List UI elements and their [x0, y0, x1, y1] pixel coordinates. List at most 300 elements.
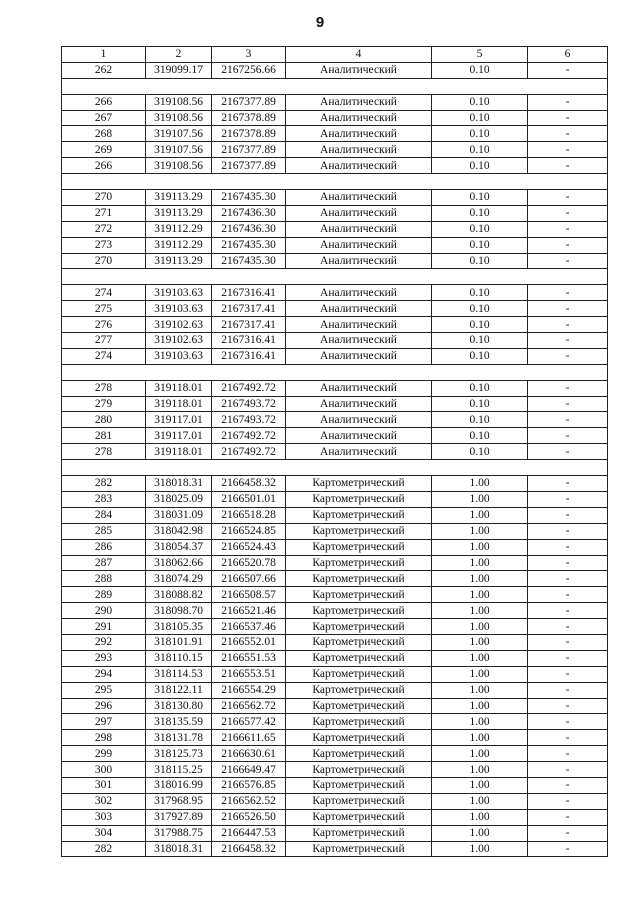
coordinate-y-cell: 2167493.72	[212, 412, 286, 428]
note-cell: -	[528, 205, 608, 221]
accuracy-cell: 0.10	[432, 190, 528, 206]
point-number-cell: 303	[62, 809, 146, 825]
spacer-cell	[62, 78, 608, 94]
spacer-cell	[62, 364, 608, 380]
coordinate-x-cell: 318115.25	[146, 762, 212, 778]
point-number-cell: 292	[62, 634, 146, 650]
accuracy-cell: 1.00	[432, 841, 528, 857]
table-row	[62, 825, 608, 841]
spacer-cell	[62, 460, 608, 476]
note-cell: -	[528, 714, 608, 730]
coordinate-y-cell: 2166562.52	[212, 793, 286, 809]
accuracy-cell: 1.00	[432, 587, 528, 603]
coordinate-x-cell: 319108.56	[146, 158, 212, 174]
accuracy-cell: 0.10	[432, 380, 528, 396]
accuracy-cell: 0.10	[432, 205, 528, 221]
method-cell: Картометрический	[286, 523, 432, 539]
coordinate-x-cell: 317927.89	[146, 809, 212, 825]
accuracy-cell: 0.10	[432, 301, 528, 317]
header-cell-1: 1	[62, 47, 146, 63]
method-cell: Аналитический	[286, 126, 432, 142]
coordinate-y-cell: 2166518.28	[212, 507, 286, 523]
method-cell: Аналитический	[286, 190, 432, 206]
table-row	[62, 523, 608, 539]
note-cell: -	[528, 221, 608, 237]
coordinate-x-cell: 319113.29	[146, 253, 212, 269]
table-row	[62, 444, 608, 460]
note-cell: -	[528, 333, 608, 349]
coordinate-x-cell: 318135.59	[146, 714, 212, 730]
coordinate-y-cell: 2166524.85	[212, 523, 286, 539]
accuracy-cell: 1.00	[432, 507, 528, 523]
coordinate-y-cell: 2167492.72	[212, 444, 286, 460]
point-number-cell: 289	[62, 587, 146, 603]
accuracy-cell: 1.00	[432, 523, 528, 539]
table-row	[62, 126, 608, 142]
accuracy-cell: 0.10	[432, 110, 528, 126]
point-number-cell: 304	[62, 825, 146, 841]
point-number-cell: 282	[62, 476, 146, 492]
table-spacer-row	[62, 174, 608, 190]
note-cell: -	[528, 476, 608, 492]
accuracy-cell: 1.00	[432, 491, 528, 507]
table-row	[62, 491, 608, 507]
coordinate-x-cell: 318088.82	[146, 587, 212, 603]
point-number-cell: 274	[62, 348, 146, 364]
coordinates-table	[61, 46, 608, 857]
table-row	[62, 110, 608, 126]
coordinate-x-cell: 319112.29	[146, 221, 212, 237]
accuracy-cell: 0.10	[432, 62, 528, 78]
coordinate-y-cell: 2166562.72	[212, 698, 286, 714]
method-cell: Картометрический	[286, 571, 432, 587]
method-cell: Картометрический	[286, 507, 432, 523]
accuracy-cell: 1.00	[432, 682, 528, 698]
note-cell: -	[528, 603, 608, 619]
coordinate-x-cell: 317968.95	[146, 793, 212, 809]
coordinate-y-cell: 2167316.41	[212, 285, 286, 301]
note-cell: -	[528, 190, 608, 206]
coordinate-x-cell: 318054.37	[146, 539, 212, 555]
coordinate-x-cell: 319107.56	[146, 126, 212, 142]
method-cell: Картометрический	[286, 539, 432, 555]
note-cell: -	[528, 650, 608, 666]
table-row	[62, 793, 608, 809]
method-cell: Картометрический	[286, 650, 432, 666]
table-row	[62, 746, 608, 762]
method-cell: Картометрический	[286, 714, 432, 730]
point-number-cell: 301	[62, 777, 146, 793]
note-cell: -	[528, 634, 608, 650]
coordinate-y-cell: 2166551.53	[212, 650, 286, 666]
accuracy-cell: 0.10	[432, 253, 528, 269]
point-number-cell: 275	[62, 301, 146, 317]
point-number-cell: 302	[62, 793, 146, 809]
coordinate-x-cell: 319113.29	[146, 205, 212, 221]
point-number-cell: 278	[62, 380, 146, 396]
coordinate-x-cell: 319107.56	[146, 142, 212, 158]
method-cell: Аналитический	[286, 348, 432, 364]
accuracy-cell: 0.10	[432, 317, 528, 333]
point-number-cell: 295	[62, 682, 146, 698]
coordinate-y-cell: 2166553.51	[212, 666, 286, 682]
coordinate-x-cell: 319108.56	[146, 94, 212, 110]
accuracy-cell: 1.00	[432, 746, 528, 762]
coordinate-y-cell: 2167436.30	[212, 205, 286, 221]
accuracy-cell: 1.00	[432, 603, 528, 619]
note-cell: -	[528, 253, 608, 269]
method-cell: Аналитический	[286, 94, 432, 110]
table-row	[62, 62, 608, 78]
accuracy-cell: 1.00	[432, 809, 528, 825]
method-cell: Картометрический	[286, 491, 432, 507]
point-number-cell: 270	[62, 253, 146, 269]
table-row	[62, 221, 608, 237]
note-cell: -	[528, 571, 608, 587]
method-cell: Картометрический	[286, 809, 432, 825]
coordinate-x-cell: 318101.91	[146, 634, 212, 650]
note-cell: -	[528, 730, 608, 746]
method-cell: Аналитический	[286, 333, 432, 349]
coordinate-y-cell: 2167435.30	[212, 190, 286, 206]
point-number-cell: 276	[62, 317, 146, 333]
coordinate-x-cell: 318131.78	[146, 730, 212, 746]
method-cell: Картометрический	[286, 666, 432, 682]
accuracy-cell: 0.10	[432, 396, 528, 412]
table-row	[62, 428, 608, 444]
note-cell: -	[528, 809, 608, 825]
coordinate-y-cell: 2166611.65	[212, 730, 286, 746]
table-row	[62, 762, 608, 778]
accuracy-cell: 0.10	[432, 142, 528, 158]
header-cell-3: 3	[212, 47, 286, 63]
accuracy-cell: 0.10	[432, 333, 528, 349]
method-cell: Картометрический	[286, 698, 432, 714]
method-cell: Картометрический	[286, 762, 432, 778]
table-row	[62, 698, 608, 714]
coordinate-x-cell: 318110.15	[146, 650, 212, 666]
coordinate-y-cell: 2167377.89	[212, 158, 286, 174]
method-cell: Аналитический	[286, 301, 432, 317]
note-cell: -	[528, 444, 608, 460]
coordinate-y-cell: 2167492.72	[212, 428, 286, 444]
coordinate-y-cell: 2167316.41	[212, 333, 286, 349]
point-number-cell: 266	[62, 158, 146, 174]
coordinate-x-cell: 318130.80	[146, 698, 212, 714]
coordinate-x-cell: 318114.53	[146, 666, 212, 682]
point-number-cell: 298	[62, 730, 146, 746]
accuracy-cell: 1.00	[432, 793, 528, 809]
table-row	[62, 396, 608, 412]
table-spacer-row	[62, 269, 608, 285]
accuracy-cell: 1.00	[432, 539, 528, 555]
coordinate-y-cell: 2167316.41	[212, 348, 286, 364]
point-number-cell: 291	[62, 619, 146, 635]
method-cell: Картометрический	[286, 793, 432, 809]
method-cell: Картометрический	[286, 603, 432, 619]
note-cell: -	[528, 555, 608, 571]
table-row	[62, 714, 608, 730]
method-cell: Аналитический	[286, 237, 432, 253]
method-cell: Аналитический	[286, 158, 432, 174]
method-cell: Картометрический	[286, 476, 432, 492]
coordinate-y-cell: 2167435.30	[212, 237, 286, 253]
point-number-cell: 283	[62, 491, 146, 507]
point-number-cell: 268	[62, 126, 146, 142]
note-cell: -	[528, 126, 608, 142]
accuracy-cell: 1.00	[432, 476, 528, 492]
coordinate-x-cell: 318105.35	[146, 619, 212, 635]
method-cell: Аналитический	[286, 396, 432, 412]
note-cell: -	[528, 301, 608, 317]
table-row	[62, 412, 608, 428]
note-cell: -	[528, 777, 608, 793]
table-row	[62, 333, 608, 349]
table-row	[62, 237, 608, 253]
table-row	[62, 317, 608, 333]
coordinate-x-cell: 319118.01	[146, 396, 212, 412]
coordinate-y-cell: 2166649.47	[212, 762, 286, 778]
coordinate-y-cell: 2166577.42	[212, 714, 286, 730]
point-number-cell: 297	[62, 714, 146, 730]
table-row	[62, 730, 608, 746]
note-cell: -	[528, 523, 608, 539]
accuracy-cell: 1.00	[432, 714, 528, 730]
coordinate-y-cell: 2166458.32	[212, 476, 286, 492]
coordinate-y-cell: 2167435.30	[212, 253, 286, 269]
accuracy-cell: 0.10	[432, 221, 528, 237]
point-number-cell: 280	[62, 412, 146, 428]
coordinate-y-cell: 2166537.46	[212, 619, 286, 635]
accuracy-cell: 0.10	[432, 444, 528, 460]
coordinate-y-cell: 2166630.61	[212, 746, 286, 762]
point-number-cell: 284	[62, 507, 146, 523]
coordinate-x-cell: 318016.99	[146, 777, 212, 793]
point-number-cell: 271	[62, 205, 146, 221]
spacer-cell	[62, 269, 608, 285]
accuracy-cell: 1.00	[432, 825, 528, 841]
accuracy-cell: 0.10	[432, 126, 528, 142]
accuracy-cell: 1.00	[432, 698, 528, 714]
point-number-cell: 281	[62, 428, 146, 444]
coordinate-x-cell: 318062.66	[146, 555, 212, 571]
point-number-cell: 285	[62, 523, 146, 539]
coordinate-x-cell: 318074.29	[146, 571, 212, 587]
coordinate-x-cell: 319108.56	[146, 110, 212, 126]
coordinate-x-cell: 318018.31	[146, 841, 212, 857]
table-row	[62, 253, 608, 269]
point-number-cell: 278	[62, 444, 146, 460]
point-number-cell: 266	[62, 94, 146, 110]
point-number-cell: 290	[62, 603, 146, 619]
note-cell: -	[528, 94, 608, 110]
method-cell: Картометрический	[286, 777, 432, 793]
table-row	[62, 666, 608, 682]
table-spacer-row	[62, 78, 608, 94]
method-cell: Аналитический	[286, 62, 432, 78]
header-row	[62, 47, 608, 63]
header-cell-4: 4	[286, 47, 432, 63]
coordinate-x-cell: 319103.63	[146, 301, 212, 317]
note-cell: -	[528, 285, 608, 301]
point-number-cell: 272	[62, 221, 146, 237]
table-row	[62, 348, 608, 364]
header-cell-6: 6	[528, 47, 608, 63]
point-number-cell: 286	[62, 539, 146, 555]
note-cell: -	[528, 428, 608, 444]
table-header	[62, 47, 608, 63]
method-cell: Картометрический	[286, 619, 432, 635]
point-number-cell: 288	[62, 571, 146, 587]
table-row	[62, 841, 608, 857]
accuracy-cell: 1.00	[432, 777, 528, 793]
note-cell: -	[528, 666, 608, 682]
accuracy-cell: 0.10	[432, 237, 528, 253]
coordinate-y-cell: 2166458.32	[212, 841, 286, 857]
accuracy-cell: 1.00	[432, 634, 528, 650]
note-cell: -	[528, 619, 608, 635]
method-cell: Аналитический	[286, 428, 432, 444]
coordinate-x-cell: 318025.09	[146, 491, 212, 507]
coordinate-y-cell: 2167492.72	[212, 380, 286, 396]
note-cell: -	[528, 237, 608, 253]
point-number-cell: 267	[62, 110, 146, 126]
note-cell: -	[528, 793, 608, 809]
coordinate-x-cell: 317988.75	[146, 825, 212, 841]
coordinate-x-cell: 319117.01	[146, 428, 212, 444]
accuracy-cell: 1.00	[432, 555, 528, 571]
accuracy-cell: 1.00	[432, 730, 528, 746]
coordinate-y-cell: 2166552.01	[212, 634, 286, 650]
table-spacer-row	[62, 460, 608, 476]
method-cell: Картометрический	[286, 587, 432, 603]
coordinate-y-cell: 2166520.78	[212, 555, 286, 571]
coordinate-x-cell: 319112.29	[146, 237, 212, 253]
coordinate-x-cell: 318098.70	[146, 603, 212, 619]
method-cell: Аналитический	[286, 221, 432, 237]
table-row	[62, 94, 608, 110]
method-cell: Картометрический	[286, 634, 432, 650]
accuracy-cell: 0.10	[432, 94, 528, 110]
coordinate-x-cell: 319113.29	[146, 190, 212, 206]
point-number-cell: 270	[62, 190, 146, 206]
note-cell: -	[528, 491, 608, 507]
note-cell: -	[528, 507, 608, 523]
method-cell: Аналитический	[286, 412, 432, 428]
coordinate-y-cell: 2166576.85	[212, 777, 286, 793]
coordinate-y-cell: 2166447.53	[212, 825, 286, 841]
point-number-cell: 273	[62, 237, 146, 253]
coordinate-y-cell: 2167317.41	[212, 301, 286, 317]
coordinate-y-cell: 2167378.89	[212, 110, 286, 126]
point-number-cell: 294	[62, 666, 146, 682]
note-cell: -	[528, 539, 608, 555]
table-row	[62, 619, 608, 635]
note-cell: -	[528, 142, 608, 158]
point-number-cell: 282	[62, 841, 146, 857]
table-row	[62, 476, 608, 492]
accuracy-cell: 1.00	[432, 762, 528, 778]
point-number-cell: 269	[62, 142, 146, 158]
note-cell: -	[528, 158, 608, 174]
coordinate-x-cell: 319103.63	[146, 348, 212, 364]
point-number-cell: 274	[62, 285, 146, 301]
note-cell: -	[528, 698, 608, 714]
point-number-cell: 279	[62, 396, 146, 412]
point-number-cell: 293	[62, 650, 146, 666]
accuracy-cell: 0.10	[432, 285, 528, 301]
table-row	[62, 285, 608, 301]
coordinate-x-cell: 319118.01	[146, 444, 212, 460]
method-cell: Картометрический	[286, 555, 432, 571]
coordinate-y-cell: 2167377.89	[212, 142, 286, 158]
table-row	[62, 507, 608, 523]
coordinate-x-cell: 318125.73	[146, 746, 212, 762]
method-cell: Аналитический	[286, 253, 432, 269]
method-cell: Картометрический	[286, 730, 432, 746]
coordinate-y-cell: 2167256.66	[212, 62, 286, 78]
point-number-cell: 287	[62, 555, 146, 571]
coordinate-x-cell: 319102.63	[146, 333, 212, 349]
note-cell: -	[528, 746, 608, 762]
accuracy-cell: 0.10	[432, 412, 528, 428]
note-cell: -	[528, 396, 608, 412]
coordinate-y-cell: 2167378.89	[212, 126, 286, 142]
coordinate-y-cell: 2166554.29	[212, 682, 286, 698]
table-row	[62, 380, 608, 396]
coordinate-x-cell: 319103.63	[146, 285, 212, 301]
method-cell: Картометрический	[286, 682, 432, 698]
table-row	[62, 555, 608, 571]
coordinate-x-cell: 319117.01	[146, 412, 212, 428]
note-cell: -	[528, 587, 608, 603]
point-number-cell: 299	[62, 746, 146, 762]
spacer-cell	[62, 174, 608, 190]
method-cell: Аналитический	[286, 285, 432, 301]
accuracy-cell: 1.00	[432, 666, 528, 682]
table-row	[62, 190, 608, 206]
point-number-cell: 262	[62, 62, 146, 78]
table-row	[62, 205, 608, 221]
method-cell: Аналитический	[286, 380, 432, 396]
coordinate-x-cell: 319099.17	[146, 62, 212, 78]
method-cell: Аналитический	[286, 205, 432, 221]
note-cell: -	[528, 841, 608, 857]
coordinate-x-cell: 319102.63	[146, 317, 212, 333]
note-cell: -	[528, 62, 608, 78]
coordinate-x-cell: 318018.31	[146, 476, 212, 492]
coordinate-y-cell: 2166524.43	[212, 539, 286, 555]
table-row	[62, 777, 608, 793]
coordinate-y-cell: 2167317.41	[212, 317, 286, 333]
coordinate-y-cell: 2167377.89	[212, 94, 286, 110]
point-number-cell: 300	[62, 762, 146, 778]
table-spacer-row	[62, 364, 608, 380]
note-cell: -	[528, 825, 608, 841]
note-cell: -	[528, 682, 608, 698]
header-cell-5: 5	[432, 47, 528, 63]
coordinate-y-cell: 2166501.01	[212, 491, 286, 507]
coordinate-y-cell: 2166507.66	[212, 571, 286, 587]
accuracy-cell: 0.10	[432, 348, 528, 364]
method-cell: Аналитический	[286, 317, 432, 333]
coordinate-x-cell: 318031.09	[146, 507, 212, 523]
table-row	[62, 682, 608, 698]
method-cell: Аналитический	[286, 110, 432, 126]
method-cell: Картометрический	[286, 746, 432, 762]
note-cell: -	[528, 380, 608, 396]
point-number-cell: 277	[62, 333, 146, 349]
